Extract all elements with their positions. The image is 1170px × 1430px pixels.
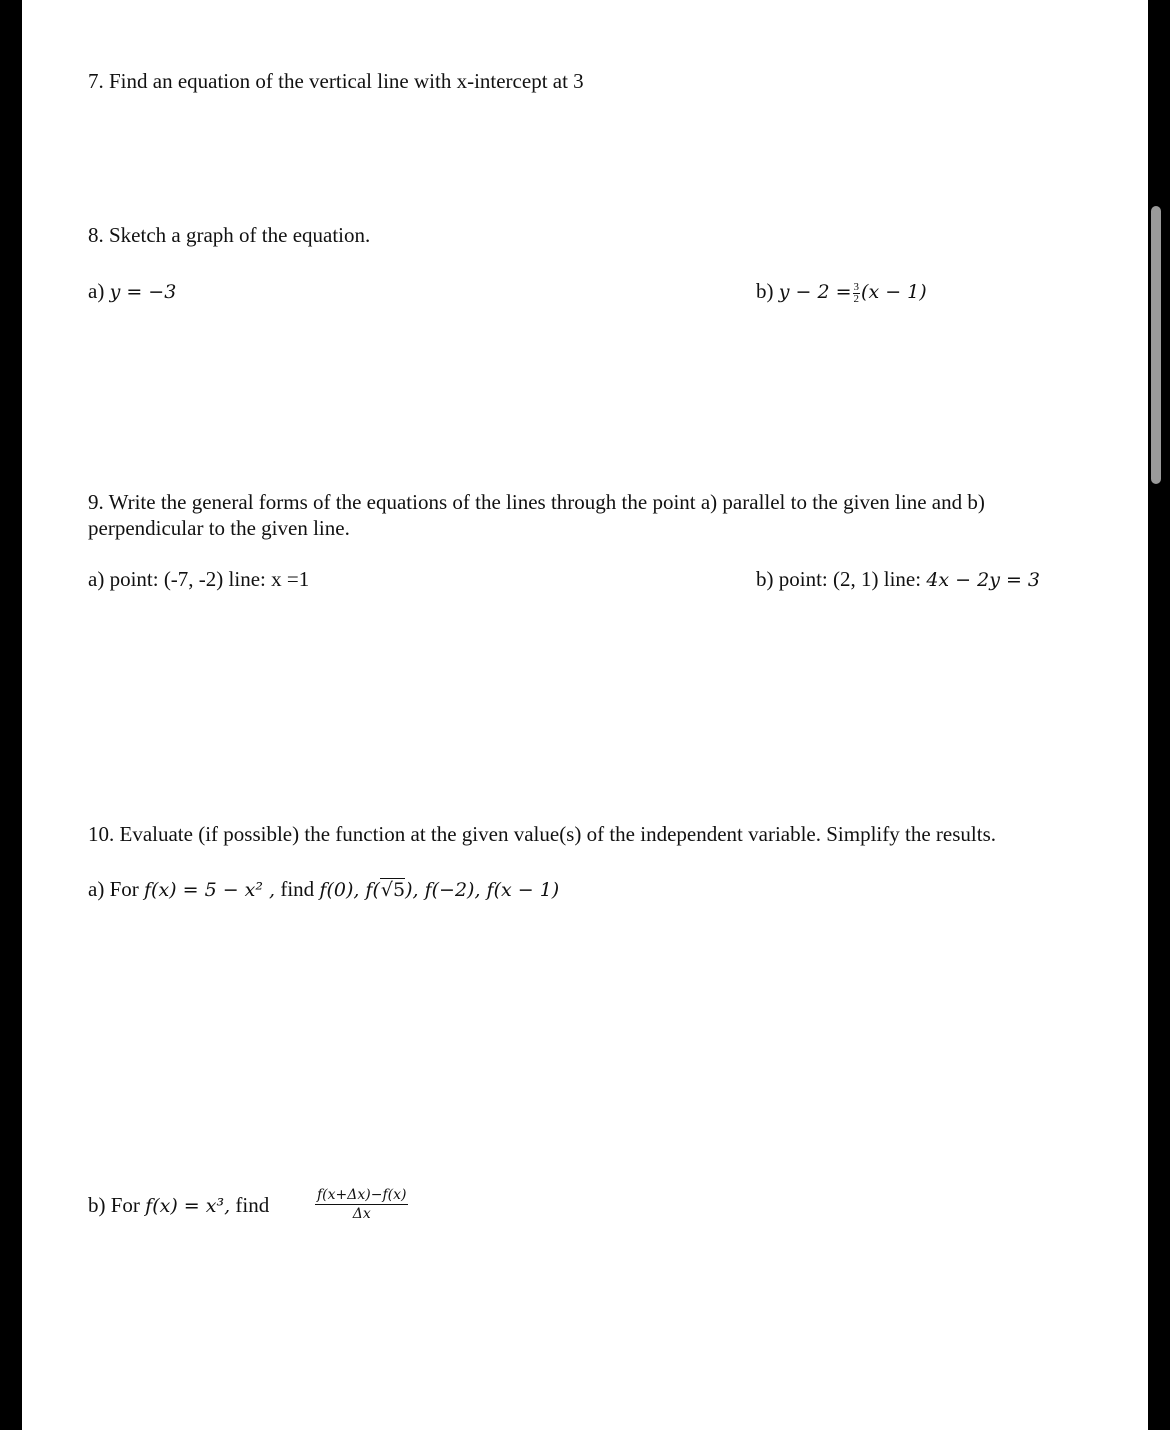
question-10b-difference-quotient: [315, 1187, 408, 1223]
question-8a-label: a): [88, 279, 105, 303]
question-8a: [88, 278, 176, 305]
question-8b-fraction: $\frac{3}{2}$: [853, 280, 860, 305]
scrollbar-thumb[interactable]: [1151, 206, 1161, 484]
question-10a-function: f(x) = 5 − x² ,: [144, 879, 276, 901]
question-9-line1: 9. Write the general forms of the equations of the lines through the point a) parallel to the given line and b): [88, 490, 985, 514]
question-9a: a) point: (-7, -2) line: x =1: [88, 567, 310, 591]
question-8: 8. Sketch a graph of the equation.: [88, 223, 371, 247]
question-9b-equation: 4x − 2y = 3: [926, 569, 1041, 591]
question-8a-equation: y = −3: [109, 281, 177, 303]
question-9-line2: perpendicular to the given line.: [88, 516, 350, 540]
difference-quotient-denominator: Δx: [352, 1206, 371, 1222]
question-10b-function: f(x) = x³,: [145, 1195, 231, 1217]
question-10a-prefix: a) For: [88, 877, 139, 901]
question-8b-label: b): [756, 279, 774, 303]
question-10: 10. Evaluate (if possible) the function at the given value(s) of the independent variable. Simplify the results.: [88, 822, 996, 846]
question-9b: [756, 566, 1040, 593]
question-10a: [88, 876, 559, 903]
question-10a-values-2: ), f(−2), f(x − 1): [405, 879, 560, 901]
question-10b-prefix: b) For: [88, 1193, 140, 1217]
question-8b-equation-left: y − 2 =: [778, 281, 852, 303]
question-9b-text: b) point: (2, 1) line:: [756, 567, 922, 591]
question-10b: [88, 1192, 269, 1219]
question-10a-find: find: [280, 877, 315, 901]
question-10b-find: find: [235, 1193, 270, 1217]
question-10a-sqrt: √5: [380, 879, 406, 901]
difference-quotient-numerator: f(x+Δx)−f(x): [317, 1187, 407, 1203]
question-7: 7. Find an equation of the vertical line with x-intercept at 3: [88, 69, 584, 93]
question-10a-values-1: f(0), f(: [319, 879, 380, 901]
question-8b: [756, 278, 927, 305]
question-8b-equation-right: (x − 1): [861, 281, 927, 303]
